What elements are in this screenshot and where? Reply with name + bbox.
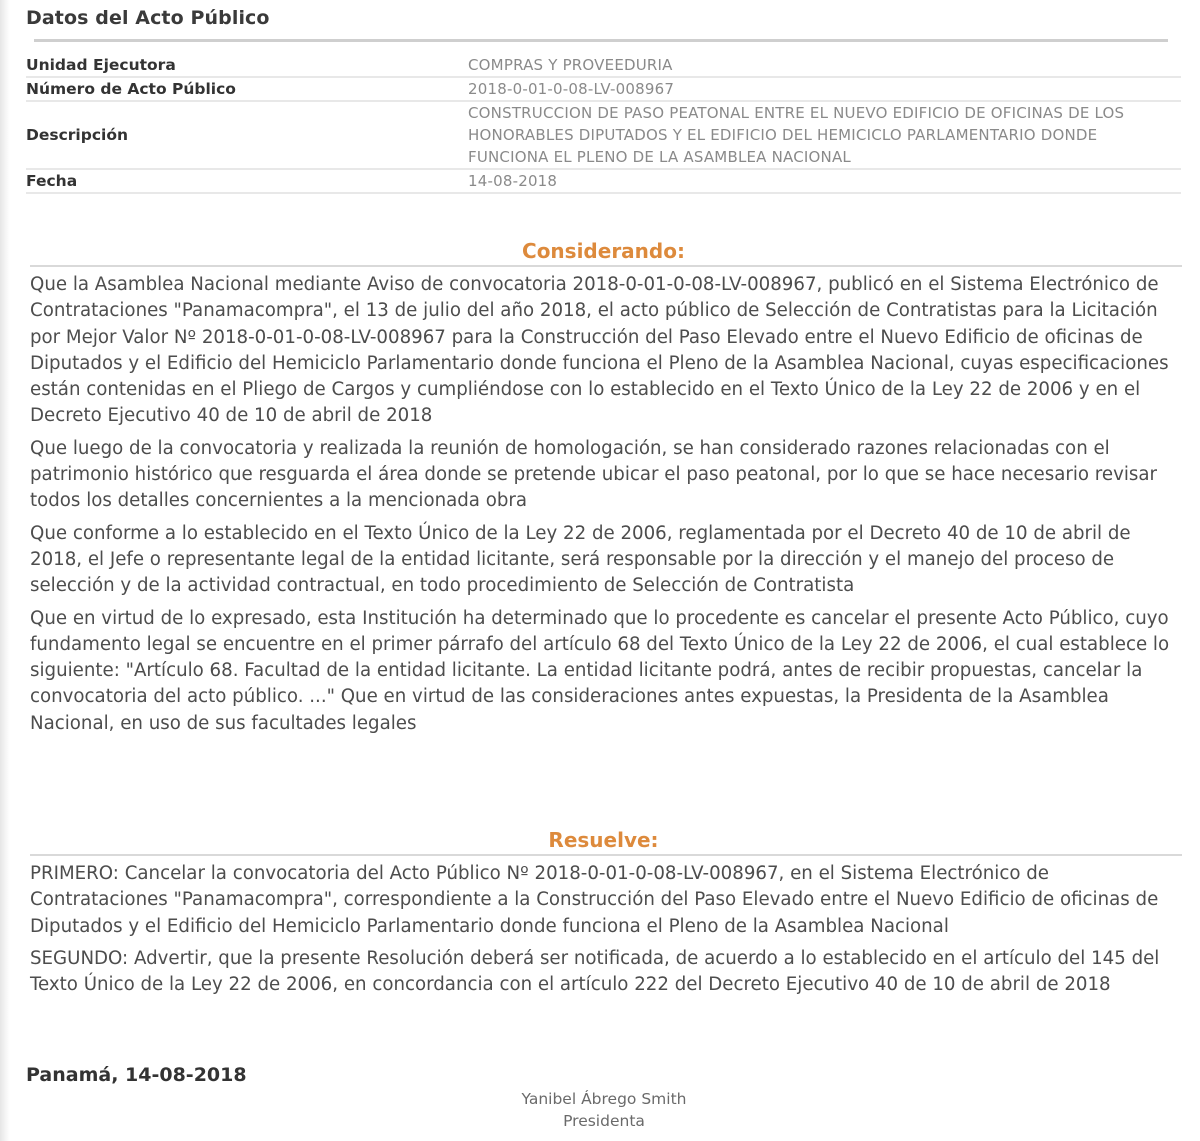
info-row-descripcion — [26, 101, 1181, 169]
info-value: 14-08-2018 — [468, 172, 558, 190]
considerando-paragraph: Que conforme a lo establecido en el Texto Único de la Ley 22 de 2006, reglamentada por el Decreto 40 de 10 de abril de 2018, el Jefe o representante legal de la entidad licitante, será responsable por la dirección y el manejo del proceso de selección y de la actividad contractual, en todo procedimiento de Selección de Contratista — [30, 522, 1131, 597]
title-divider — [34, 39, 1168, 42]
info-label: Unidad Ejecutora — [26, 55, 176, 74]
considerando-heading: Considerando: — [522, 239, 685, 263]
considerando-paragraphs — [30, 272, 1185, 743]
resuelve-heading: Resuelve: — [548, 828, 659, 852]
considerando-paragraph: Que luego de la convocatoria y realizada la reunión de homologación, se han considerado razones relacionadas con el patrimonio histórico que resguarda el área donde se pretende ubicar el paso peatonal, por lo que se hace necesario revisar todos los detalles concernientes a la mencionada obra — [30, 437, 1157, 512]
info-label: Descripción — [26, 125, 129, 144]
considerando-paragraph: Que en virtud de lo expresado, esta Institución ha determinado que lo procedente es cancelar el presente Acto Público, cuyo fundamento legal se encuentre en el primer párrafo del artículo 68 del Texto Único de la Ley 22 de 2006, el cual establece lo siguiente: "Artículo 68. Facultad de la entidad licitante. La entidad licitante podrá, antes de recibir propuestas, cancelar la convocatoria del acto público. ..." Que en virtud de las consideraciones antes expuestas, la Presidenta de la Asamblea Nacional, en uso de sus facultades legales — [30, 607, 1170, 734]
place-date: Panamá, 14-08-2018 — [26, 1064, 247, 1086]
considerando-paragraph: Que la Asamblea Nacional mediante Aviso de convocatoria 2018-0-01-0-08-LV-008967, publicó en el Sistema Electrónico de Contrataciones "Panamacompra", el 13 de julio del año 2018, el acto público de Selección de Contratistas para la Licitación por Mejor Valor Nº 2018-0-01-0-08-LV-008967 para la Construcción del Paso Elevado entre el Nuevo Edificio de oficinas de Diputados y el Edificio del Hemiciclo Parlamentario donde funciona el Pleno de la Asamblea Nacional, cuyas especificaciones están contenidas en el Pliego de Cargos y cumpliéndose con lo establecido en el Texto Único de la Ley 22 de 2006 y en el Decreto Ejecutivo 40 de 10 de abril de 2018 — [30, 274, 1169, 427]
info-value: COMPRAS Y PROVEEDURIA — [468, 56, 673, 74]
resuelve-paragraph: SEGUNDO: Advertir, que la presente Resolución deberá ser notificada, de acuerdo a lo establecido en el artículo del 145 del Texto Único de la Ley 22 de 2006, en concordancia con el artículo 222 del Decreto Ejecutivo 40 de 10 de abril de 2018 — [30, 947, 1160, 996]
signer-title: Presidenta — [563, 1112, 645, 1130]
resuelve-paragraph: PRIMERO: Cancelar la convocatoria del Acto Público Nº 2018-0-01-0-08-LV-008967, en el Sistema Electrónico de Contrataciones "Panamacompra", correspondiente a la Construcción del Paso Elevado entre el Nuevo Edificio de oficinas de Diputados y el Edificio del Hemiciclo Parlamentario donde funciona el Pleno de la Asamblea Nacional — [30, 863, 1159, 937]
info-row-unidad — [26, 54, 1181, 77]
info-value: CONSTRUCCION DE PASO PEATONAL ENTRE EL NUEVO EDIFICIO DE OFICINAS DE LOS HONORABLES DIPUTADOS Y EL EDIFICIO DEL HEMICICLO PARLAMENTARIO DONDE FUNCIONA EL PLENO DE LA ASAMBLEA NACIONAL — [468, 104, 1125, 166]
section-title: Datos del Acto Público — [26, 7, 270, 29]
info-label: Fecha — [26, 171, 78, 190]
signature-block — [496, 1088, 712, 1132]
info-row-fecha — [26, 169, 1181, 193]
resuelve-divider — [30, 854, 1182, 856]
signer-name: Yanibel Ábrego Smith — [521, 1090, 687, 1108]
resuelve-paragraphs — [30, 861, 1185, 1004]
info-row-numero — [26, 77, 1181, 101]
considerando-divider — [30, 265, 1182, 267]
left-edge-bar — [0, 0, 10, 1141]
info-value: 2018-0-01-0-08-LV-008967 — [468, 80, 675, 98]
info-label: Número de Acto Público — [26, 79, 236, 98]
acto-info-table — [26, 54, 1181, 194]
